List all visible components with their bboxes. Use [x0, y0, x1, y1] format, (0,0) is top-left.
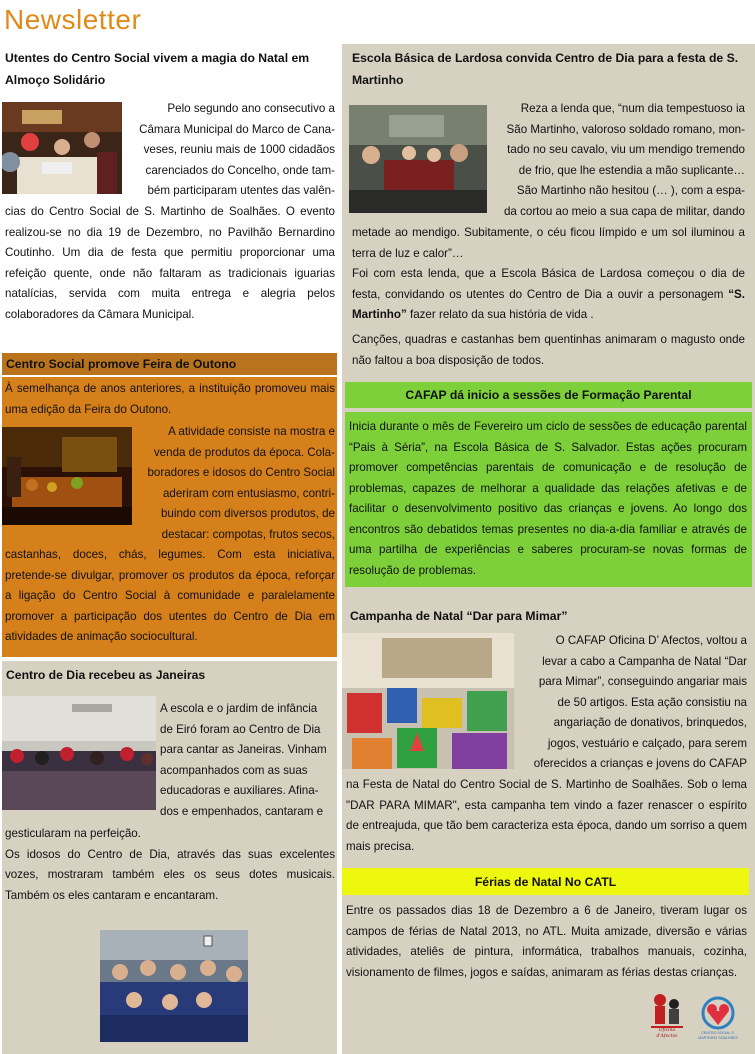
janeiras-wrap-text: [160, 699, 335, 822]
wrap-line: para cantar as Janeiras. Vinham: [160, 743, 327, 756]
wrap-line: de Eiró foram ao Centro de Dia: [160, 722, 321, 736]
wrap-line: São Martinho não hesitou (… ), com a espa-: [516, 184, 745, 197]
lardosa-body2-post: fazer relato da sua história de vida .: [406, 308, 594, 321]
photo-gifts: [342, 633, 514, 769]
wrap-line: angariação de donativos, brinquedos,: [553, 716, 747, 729]
article-title-campanha: Campanha de Natal “Dar para Mimar”: [350, 609, 568, 623]
wrap-line: tado no seu cavalo, viu um mendigo tremendo: [507, 143, 745, 156]
wrap-line: oferecidos a crianças e jovens do CAFAP: [533, 757, 747, 770]
cafap-body: Inicia durante o mês de Fevereiro um ciclo de sessões de educação parental “Pais à Séria”, na Escola Básica de S. Salvador. Estas ações procuram promover competências parentais de comunicação e de resolução de problemas, capazes de melhorar a qualidade das relações afetivas e de facilitar o desenvolvimento positivo das crianças e jovens. Ao longo dos encontros são debatidos temas presentes no dia-a-dia familiar e através de uma partilha de experiências e saberes procuram-se novas formas de resolução de problemas.: [349, 420, 747, 577]
lardosa-wrap-text: [493, 99, 745, 222]
wrap-line: Reza a lenda que, “num dia tempestuoso ia: [520, 102, 745, 115]
lardosa-body1: metade ao mendigo. Subitamente, o céu ficou límpido e um sol iluminou a terra de luz e calor”…: [352, 226, 745, 260]
article-title-cafap: CAFAP dá inicio a sessões de Formação Parental: [405, 388, 692, 402]
page-title: Newsletter: [4, 4, 142, 35]
wrap-line: São Martinho, valoroso soldado romano, mon-: [506, 122, 745, 136]
logo-afectos: [648, 990, 686, 1040]
article-title-feira: Centro Social promove Feira de Outono: [6, 357, 237, 371]
wrap-line: acompanhados com as suas: [160, 763, 308, 777]
wrap-line: jogos, vestuário e calçado, para serem: [547, 736, 747, 750]
article-title-ferias: Férias de Natal No CATL: [474, 875, 617, 889]
utentes-wrap-text: [128, 99, 335, 202]
wrap-line: venda de produtos da época. Cola-: [153, 445, 335, 459]
lardosa-body3: Canções, quadras e castanhas bem quentinhas animaram o magusto onde não faltou a boa disposição de todos.: [352, 333, 745, 367]
wrap-line: bém participaram utentes das valên-: [147, 184, 335, 197]
lardosa-body2-bold: “S. Martinho”: [352, 287, 745, 321]
ferias-body: Entre os passados dias 18 de Dezembro a 6 de Janeiro, tiveram lugar os campos de férias de Natal 2013, no ATL. Muita amizade, diversão e várias atividades, ateliês de pintura, informática, trabalhos manuais, cozinha, visionamento de filmes, jogos e saídas, animaram as férias destas crianças.: [346, 904, 747, 979]
photo-martinho: [349, 105, 487, 213]
wrap-line: O CAFAP Oficina D’ Afectos, voltou a: [555, 634, 747, 647]
logo-csm: [696, 995, 740, 1043]
wrap-line: aderiram com entusiasmo, contri-: [162, 486, 335, 500]
wrap-line: buindo com diversos produtos, de: [160, 507, 335, 520]
article-title-lardosa: Escola Básica de Lardosa convida Centro de Dia para a festa de S. Martinho: [352, 51, 739, 87]
photo-lunch: [2, 102, 122, 194]
wrap-line: Câmara Municipal do Marco de Cana-: [139, 122, 335, 136]
photo-janeiras: [2, 696, 156, 810]
photo-janeiras-kids: [100, 930, 248, 1042]
janeiras-body: gesticularam na perfeição. Os idosos do Centro de Dia, através das suas excelentes vozes, mostraram também eles os seus dotes musicais. Também os eles cantaram e encantaram.: [5, 827, 335, 902]
campanha-wrap-text: [519, 631, 747, 775]
lardosa-body2-pre: Foi com esta lenda, que a Escola Básica de Lardosa começou o dia de festa, convidando os utentes do Centro de Dia a ouvir a personagem: [352, 267, 745, 301]
wrap-line: educadoras e auxiliares. Afina-: [160, 784, 319, 797]
lardosa-body2: [352, 264, 745, 326]
wrap-line: A atividade consiste na mostra e: [168, 425, 335, 438]
utentes-body: cias do Centro Social de S. Martinho de Soalhães. O evento realizou-se no dia 19 de Dezembro, no Pavilhão Bernardino Coutinho. Um dia de festa que permitiu proporcionar uma refeição quente, onde não faltaram as tradicionais iguarias natalícias, servida com muita entrega e alegria pelos colaboradores da Câmara Municipal.: [5, 205, 335, 321]
wrap-line: destacar: compotas, frutos secos,: [161, 527, 335, 541]
wrap-line: carenciados do Concelho, onde tam-: [145, 163, 335, 177]
wrap-line: veses, reuniu mais de 1000 cidadãos: [143, 143, 335, 156]
wrap-line: para Mimar”, conseguindo angariar mais: [538, 675, 747, 688]
article-title-utentes: Utentes do Centro Social vivem a magia do Natal em Almoço Solidário: [5, 51, 310, 87]
logo-csm-caption: CENTRO SOCIAL S. MARTINHO SOALHÃES: [698, 1031, 738, 1040]
photo-fair: [2, 427, 132, 525]
feira-body: castanhas, doces, chás, legumes. Com esta iniciativa, pretende-se divulgar, promover os produtos da época, reforçar a ligação do Centro Social à comunidade e paralelamente promover a participação dos utentes do Centro de Dia em atividades de animação sociocultural.: [5, 548, 335, 643]
wrap-line: Pelo segundo ano consecutivo a: [167, 102, 335, 115]
campanha-body: na Festa de Natal do Centro Social de S. Martinho de Soalhães. Sob o lema "DAR PARA MIMAR", esta campanha tem vindo a fazer renascer o espírito de entreajuda, que tão bem caracteriza esta época, dando um sorriso a quem mais precisa.: [346, 778, 747, 853]
logo-afectos-caption: Oficina d'Afectos: [656, 1028, 678, 1039]
wrap-line: levar a cabo a Campanha de Natal “Dar: [542, 654, 747, 668]
article-title-janeiras: Centro de Dia recebeu as Janeiras: [6, 668, 206, 682]
wrap-line: boradores e idosos do Centro Social: [147, 466, 335, 479]
wrap-line: de frio, que lhe estendia a mão suplicante…: [518, 163, 745, 177]
feira-wrap-text: [137, 422, 335, 545]
wrap-line: da cortou ao meio a sua capa de militar, dando: [503, 204, 745, 218]
feira-intro: À semelhança de anos anteriores, a instituição promoveu mais uma edição da Feira do Outono.: [5, 382, 335, 416]
wrap-line: A escola e o jardim de infância: [160, 702, 318, 715]
wrap-line: dos e empenhados, cantaram e: [160, 804, 324, 818]
wrap-line: de 50 artigos. Esta ação consistiu na: [557, 695, 747, 709]
